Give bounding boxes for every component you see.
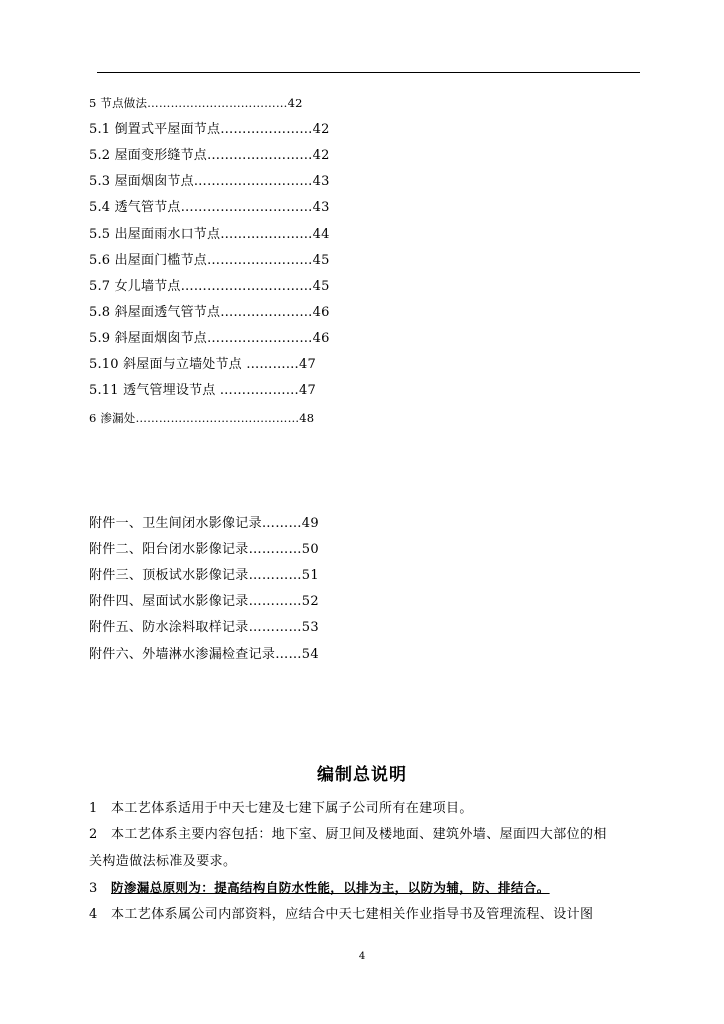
paragraph-text: 本工艺体系适用于中天七建及七建下属子公司所有在建项目。 [111, 801, 473, 816]
page-number: 4 [358, 951, 366, 962]
toc-entry[interactable]: 5.11 透气管埋设节点 ………………47 [89, 383, 316, 398]
toc-entry[interactable]: 5.7 女儿墙节点…………………………45 [89, 279, 330, 294]
paragraph [89, 827, 649, 843]
appendix-entry[interactable]: 附件三、顶板试水影像记录…………51 [89, 568, 319, 583]
toc-entry[interactable]: 5.1 倒置式平屋面节点…………………42 [89, 122, 330, 137]
toc-entry[interactable]: 5.3 屋面烟囱节点………………………43 [89, 174, 330, 189]
toc-entry[interactable]: 5.6 出屋面门槛节点……………………45 [89, 253, 330, 268]
toc-entry[interactable]: 5.10 斜屋面与立墙处节点 …………47 [89, 357, 316, 372]
toc-entry[interactable]: 5.2 屋面变形缝节点……………………42 [89, 148, 330, 163]
paragraph-number: 2 [89, 827, 98, 842]
paragraph-text: 防渗漏总原则为：提高结构自防水性能，以排为主，以防为辅，防、排结合。 [111, 880, 550, 895]
toc-entry[interactable]: 5.9 斜屋面烟囱节点……………………46 [89, 331, 330, 346]
toc-entry[interactable]: 5.4 透气管节点…………………………43 [89, 200, 330, 215]
appendix-entry[interactable]: 附件六、外墙淋水渗漏检查记录……54 [89, 647, 319, 662]
toc-entry[interactable]: 6 渗漏处……………………………………48 [89, 411, 315, 425]
paragraph-text: 关构造做法标准及要求。 [89, 854, 237, 869]
toc-entry[interactable]: 5.8 斜屋面透气管节点…………………46 [89, 305, 330, 320]
toc-entry[interactable]: 5 节点做法………………………………42 [89, 96, 303, 110]
paragraph [89, 801, 649, 817]
paragraph-emphasized [89, 880, 649, 897]
paragraph-number: 4 [89, 907, 98, 922]
appendix-entry[interactable]: 附件一、卫生间闭水影像记录………49 [89, 516, 319, 531]
toc-entry[interactable]: 5.5 出屋面雨水口节点…………………44 [89, 227, 330, 242]
paragraph [89, 907, 649, 923]
section-title: 编制总说明 [317, 765, 407, 785]
paragraph [89, 854, 649, 870]
paragraph-text: 本工艺体系属公司内部资料，应结合中天七建相关作业指导书及管理流程、设计图 [111, 907, 594, 922]
paragraph-number: 3 [89, 881, 98, 896]
paragraph-number: 1 [89, 801, 98, 816]
appendix-entry[interactable]: 附件五、防水涂料取样记录…………53 [89, 620, 319, 635]
appendix-entry[interactable]: 附件四、屋面试水影像记录…………52 [89, 594, 319, 609]
header-rule [97, 72, 640, 73]
paragraph-text: 本工艺体系主要内容包括：地下室、厨卫间及楼地面、建筑外墙、屋面四大部位的相 [111, 827, 607, 842]
appendix-entry[interactable]: 附件二、阳台闭水影像记录…………50 [89, 542, 319, 557]
